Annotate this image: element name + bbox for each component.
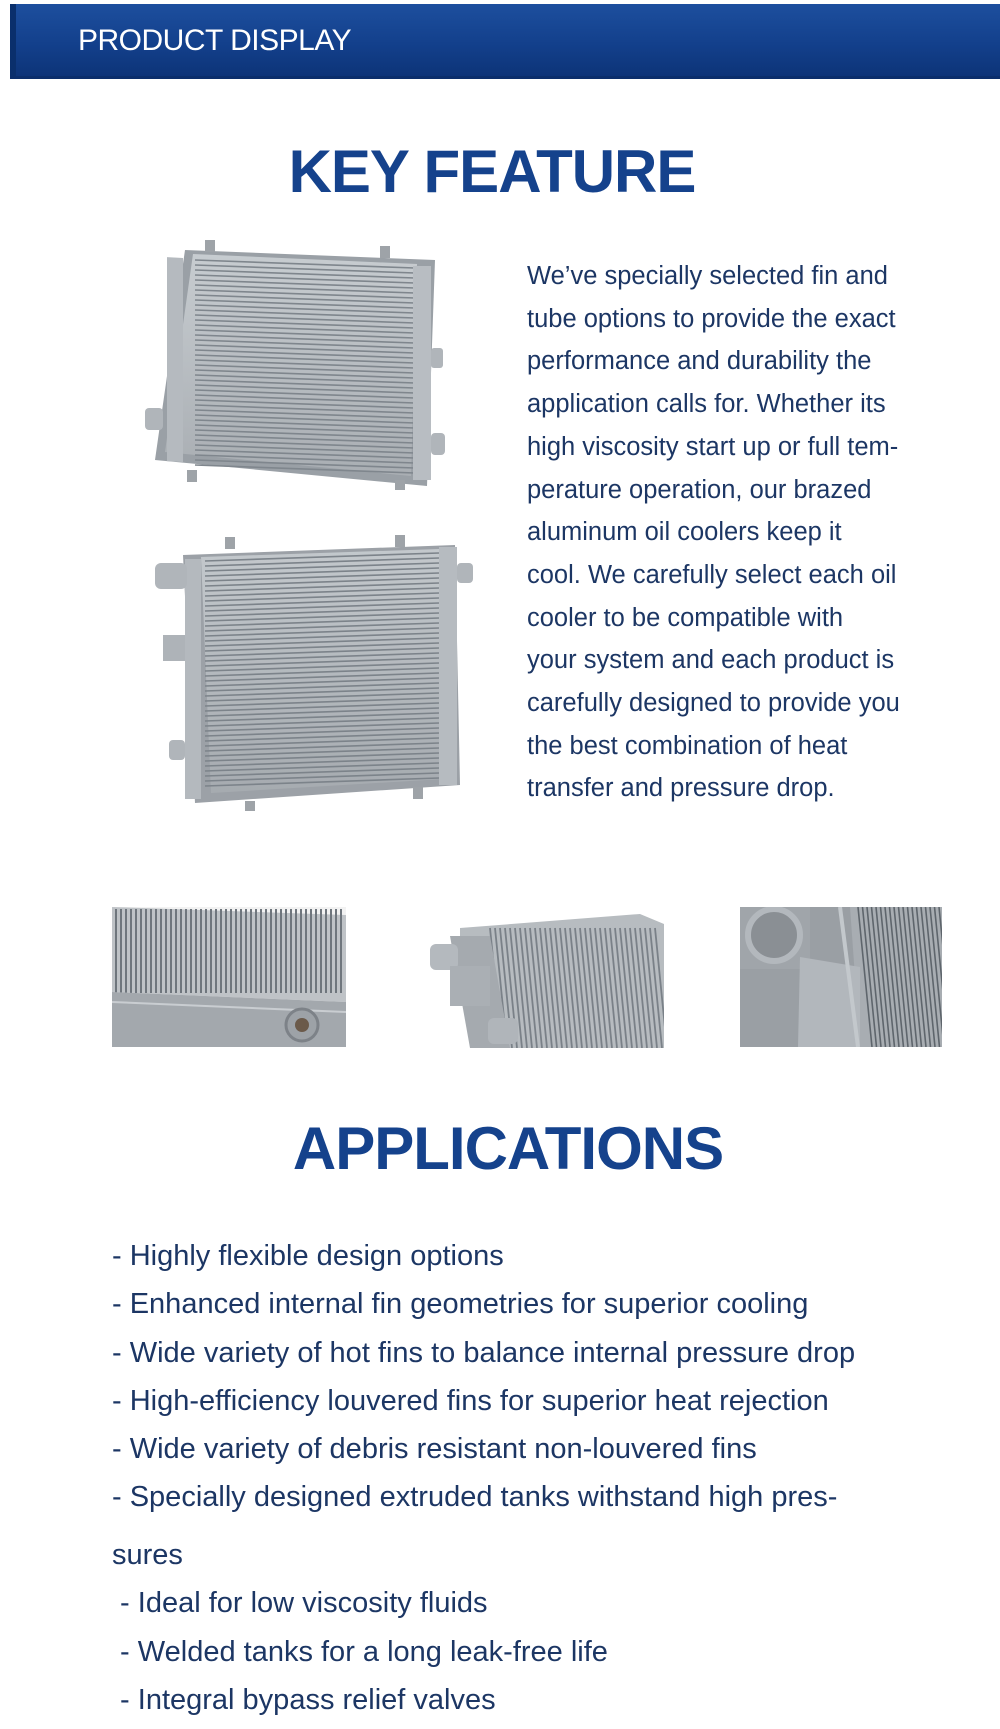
list-item: - Highly flexible design options <box>112 1240 504 1272</box>
detail-image-large-port <box>740 907 942 1047</box>
list-item: - Specially designed extruded tanks withstand high pres- <box>112 1481 838 1513</box>
mount-tab <box>395 480 405 490</box>
inlet-port <box>155 563 187 589</box>
key-feature-paragraph <box>527 255 947 810</box>
bracket <box>450 966 490 1006</box>
detail-image-tank-ports <box>430 906 664 1048</box>
list-item: - High-efficiency louvered fins for superior heat rejection <box>112 1385 829 1417</box>
key-feature-heading: KEY FEATURE <box>288 138 696 205</box>
mount-tab <box>395 535 405 547</box>
feature-line: your system and each product is <box>527 646 895 675</box>
list-item: sures <box>112 1539 183 1571</box>
detail-image-fins-port <box>112 907 346 1047</box>
list-item: - Welded tanks for a long leak-free life <box>112 1636 608 1668</box>
mount-tab <box>187 470 197 482</box>
mount-tab <box>245 801 255 811</box>
right-tank <box>439 547 457 785</box>
bracket <box>163 635 185 661</box>
mount-tab <box>225 537 235 549</box>
list-item: - Enhanced internal fin geometries for superior cooling <box>112 1288 809 1320</box>
left-tank <box>185 559 201 799</box>
side-port <box>431 348 443 368</box>
list-item: - Integral bypass relief valves <box>112 1684 496 1716</box>
feature-line: high viscosity start up or full tem- <box>527 432 899 461</box>
inlet-port <box>145 408 163 430</box>
applications-heading: APPLICATIONS <box>292 1115 724 1182</box>
feature-line: transfer and pressure drop. <box>527 774 835 803</box>
drain-port <box>169 740 185 760</box>
feature-line: perature operation, our brazed <box>527 475 872 504</box>
feature-line: the best combination of heat <box>527 731 848 760</box>
mount-tab <box>380 246 390 258</box>
outlet-port <box>457 563 473 583</box>
right-tank <box>413 266 431 480</box>
feature-line: cool. We carefully select each oil <box>527 560 897 589</box>
mount-tab <box>413 787 423 799</box>
feature-line: aluminum oil coolers keep it <box>527 518 842 547</box>
feature-line: We’ve specially selected fin and <box>527 262 888 290</box>
port-fitting <box>488 1018 518 1044</box>
list-item: - Wide variety of debris resistant non-louvered fins <box>112 1433 757 1465</box>
feature-line: performance and durability the <box>527 347 872 376</box>
large-port <box>748 909 800 961</box>
header-bar <box>10 4 1000 76</box>
oil-cooler-image-2 <box>155 535 475 813</box>
feature-line: application calls for. Whether its <box>527 390 886 419</box>
header-title: PRODUCT DISPLAY <box>78 24 352 57</box>
list-item: - Ideal for low viscosity fluids <box>112 1587 488 1619</box>
outlet-port <box>431 433 445 455</box>
oil-cooler-image-1 <box>145 238 445 493</box>
mount-tab <box>205 240 215 252</box>
list-item: - Wide variety of hot fins to balance internal pressure drop <box>112 1337 856 1369</box>
left-tank <box>167 257 183 462</box>
feature-line: tube options to provide the exact <box>527 304 896 333</box>
feature-line: carefully designed to provide you <box>527 689 900 718</box>
feature-line: cooler to be compatible with <box>527 603 844 632</box>
